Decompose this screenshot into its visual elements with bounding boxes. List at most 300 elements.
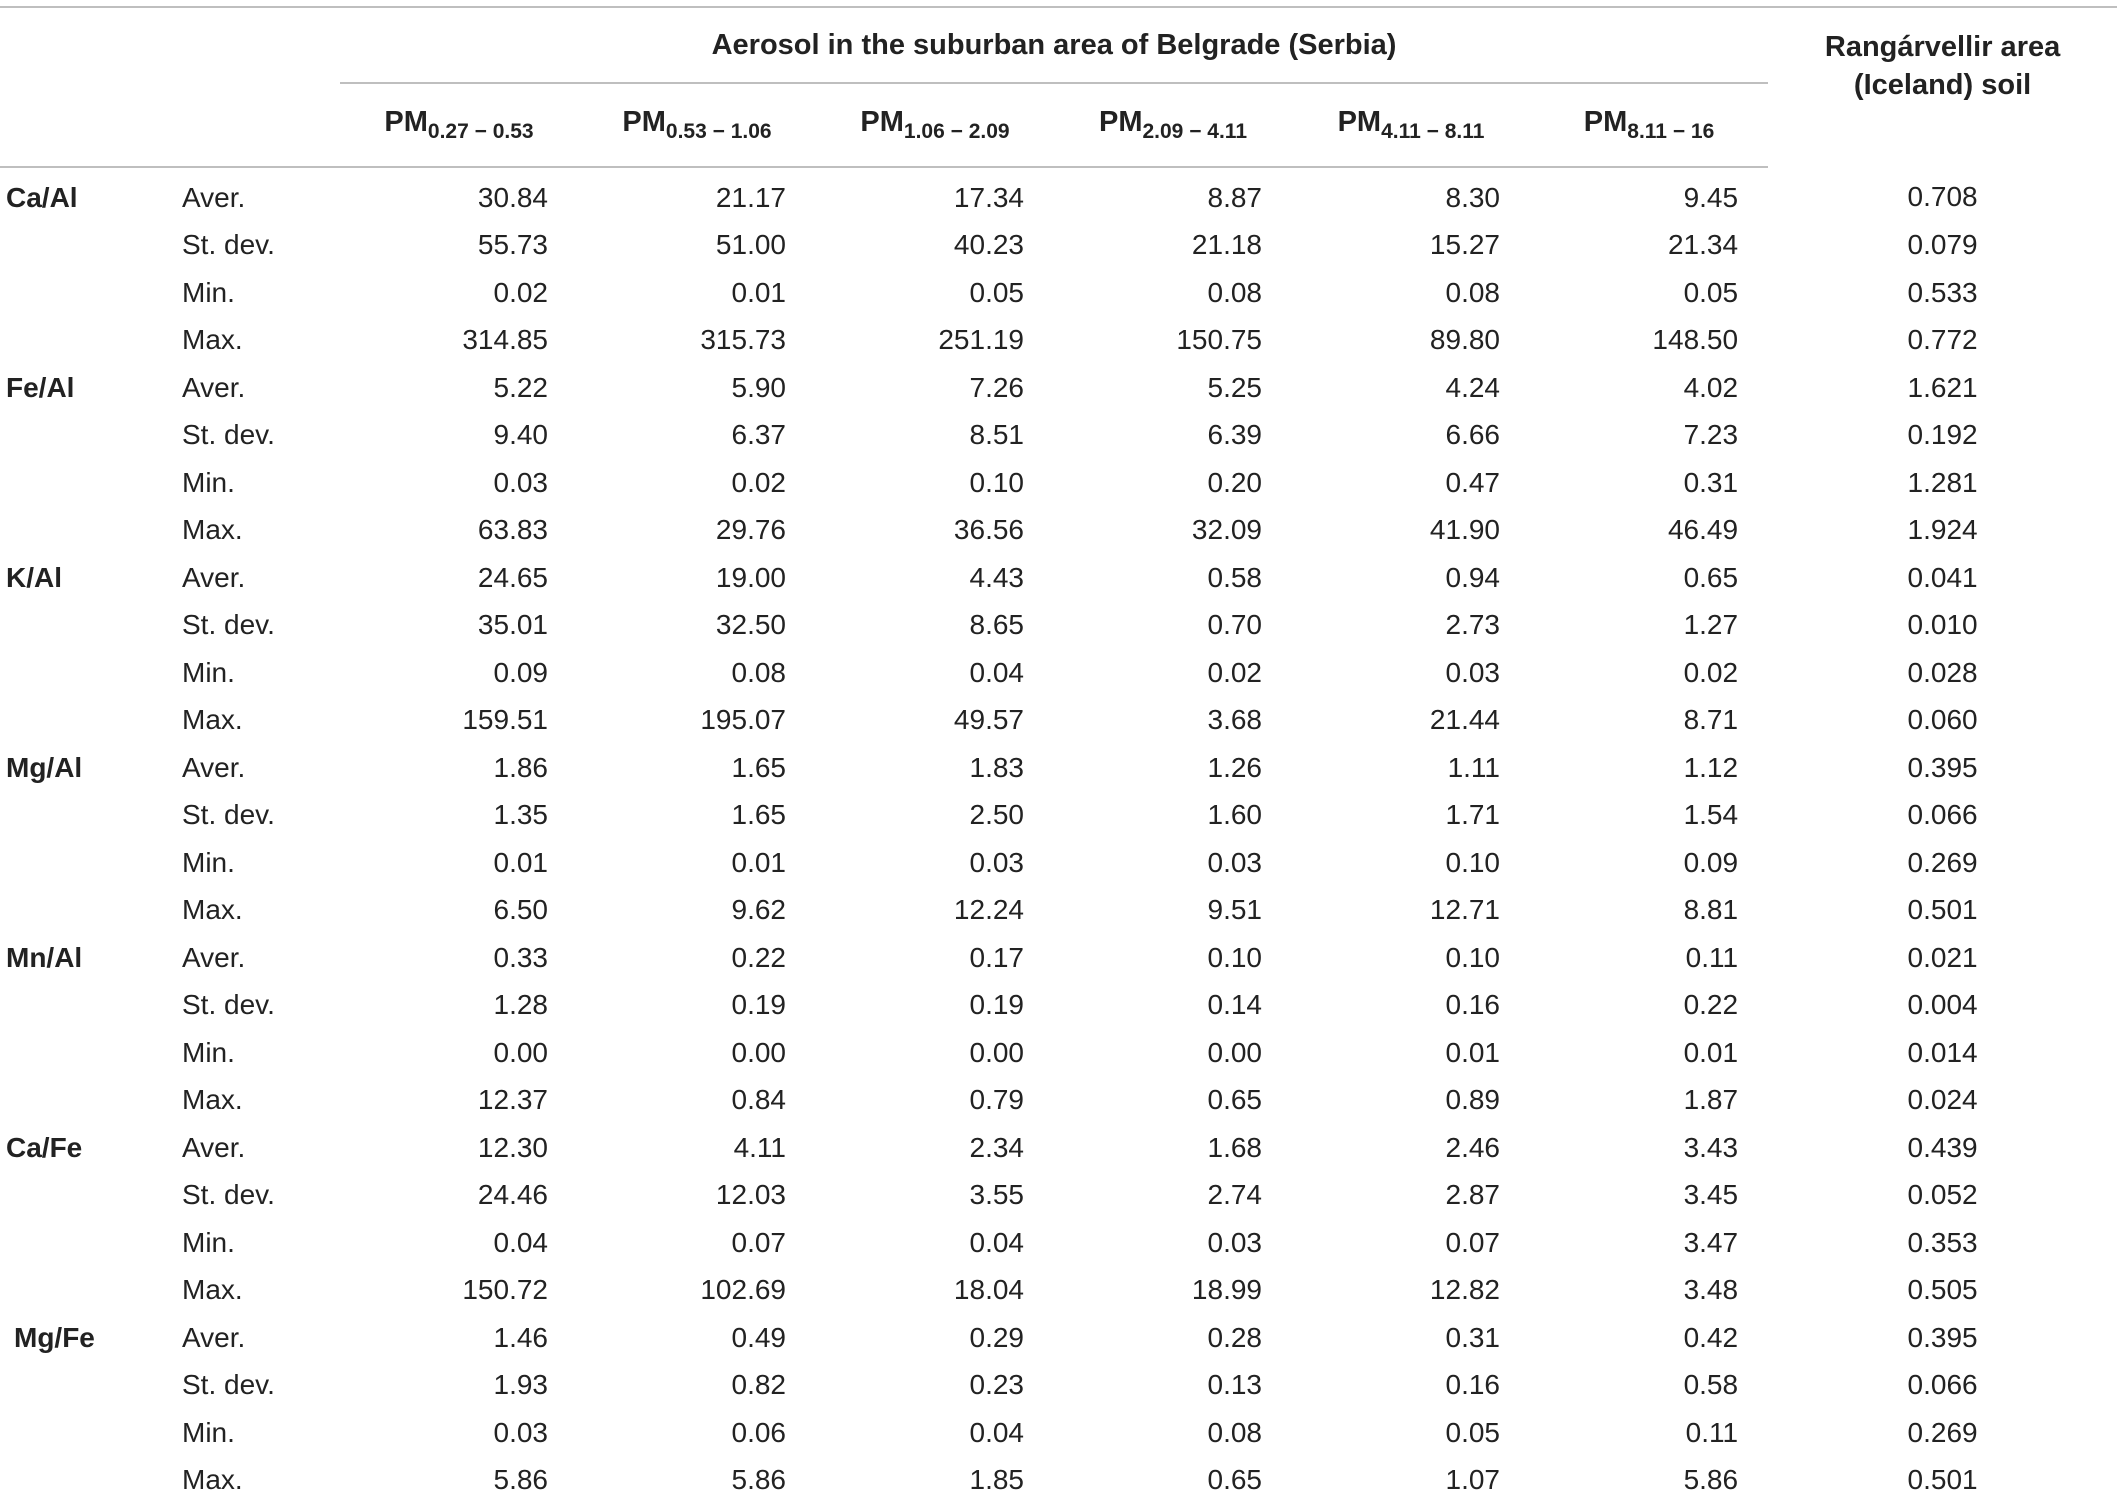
pm-column-label [1338,106,1485,138]
iceland-value-cell: 0.192 [1768,412,2117,460]
value-cell: 0.31 [1530,459,1768,507]
value-cell: 21.18 [1054,222,1292,270]
value-cell: 0.19 [578,982,816,1030]
value-cell: 0.07 [1292,1219,1530,1267]
value-cell: 40.23 [816,222,1054,270]
pm-column-label [1584,106,1715,138]
ratio-label [0,839,170,887]
value-cell: 2.73 [1292,602,1530,650]
table-row [0,1267,2117,1315]
iceland-value-cell: 0.772 [1768,317,2117,365]
ratio-label [0,1077,170,1125]
iceland-value-cell: 0.024 [1768,1077,2117,1125]
value-cell: 1.71 [1292,792,1530,840]
value-cell: 0.04 [340,1219,578,1267]
value-cell: 0.08 [1054,269,1292,317]
value-cell: 8.51 [816,412,1054,460]
stat-label: St. dev. [170,1362,340,1410]
table-row [0,1362,2117,1410]
ratio-label: Mn/Al [0,934,170,982]
iceland-value-cell: 0.041 [1768,554,2117,602]
value-cell: 49.57 [816,697,1054,745]
stat-label: Max. [170,507,340,555]
ratio-label: Mg/Fe [0,1314,170,1362]
ratio-label [0,459,170,507]
value-cell: 0.16 [1292,982,1530,1030]
value-cell: 315.73 [578,317,816,365]
table-row [0,1457,2117,1504]
value-cell: 0.06 [578,1409,816,1457]
pm-range: 0.27 − 0.53 [428,120,534,143]
pm-range: 2.09 − 4.11 [1142,120,1247,143]
iceland-value-cell: 0.079 [1768,222,2117,270]
value-cell: 0.01 [340,839,578,887]
value-cell: 2.87 [1292,1172,1530,1220]
value-cell: 17.34 [816,167,1054,222]
value-cell: 0.11 [1530,934,1768,982]
value-cell: 0.19 [816,982,1054,1030]
value-cell: 9.40 [340,412,578,460]
stat-label: Min. [170,459,340,507]
iceland-value-cell: 1.281 [1768,459,2117,507]
pm-base: PM [384,106,428,138]
value-cell: 15.27 [1292,222,1530,270]
ratio-label [0,1457,170,1504]
ratio-label [0,697,170,745]
value-cell: 7.26 [816,364,1054,412]
pm-base: PM [1584,106,1628,138]
value-cell: 51.00 [578,222,816,270]
iceland-value-cell: 0.004 [1768,982,2117,1030]
value-cell: 159.51 [340,697,578,745]
iceland-value-cell: 0.066 [1768,1362,2117,1410]
table-header [0,7,2117,167]
value-cell: 0.49 [578,1314,816,1362]
value-cell: 3.43 [1530,1124,1768,1172]
value-cell: 32.09 [1054,507,1292,555]
value-cell: 1.93 [340,1362,578,1410]
iceland-value-cell: 0.021 [1768,934,2117,982]
value-cell: 0.04 [816,1409,1054,1457]
value-cell: 0.22 [578,934,816,982]
value-cell: 0.04 [816,649,1054,697]
value-cell: 0.94 [1292,554,1530,602]
value-cell: 2.74 [1054,1172,1292,1220]
value-cell: 4.02 [1530,364,1768,412]
stat-label: Aver. [170,554,340,602]
iceland-header-line1: Rangárvellir area [1825,31,2060,63]
value-cell: 1.85 [816,1457,1054,1504]
ratio-label [0,602,170,650]
value-cell: 0.04 [816,1219,1054,1267]
value-cell: 0.42 [1530,1314,1768,1362]
ratio-label [0,887,170,935]
table-row [0,364,2117,412]
value-cell: 21.44 [1292,697,1530,745]
value-cell: 0.33 [340,934,578,982]
stat-label: Aver. [170,744,340,792]
stat-label: Min. [170,1029,340,1077]
pm-range: 4.11 − 8.11 [1381,120,1484,143]
value-cell: 0.01 [578,839,816,887]
ratio-label [0,1267,170,1315]
value-cell: 89.80 [1292,317,1530,365]
pm-base: PM [1338,106,1382,138]
pm-row-blank-ratio [0,83,170,167]
value-cell: 6.37 [578,412,816,460]
pm-column-label [1099,106,1247,138]
iceland-value-cell: 0.066 [1768,792,2117,840]
value-cell: 5.86 [1530,1457,1768,1504]
value-cell: 5.86 [578,1457,816,1504]
table-row [0,269,2117,317]
value-cell: 1.27 [1530,602,1768,650]
stat-label: Min. [170,649,340,697]
table-row [0,1029,2117,1077]
ratio-label [0,792,170,840]
value-cell: 0.02 [1054,649,1292,697]
value-cell: 12.37 [340,1077,578,1125]
value-cell: 1.60 [1054,792,1292,840]
value-cell: 314.85 [340,317,578,365]
value-cell: 0.47 [1292,459,1530,507]
value-cell: 148.50 [1530,317,1768,365]
value-cell: 1.86 [340,744,578,792]
ratio-label [0,269,170,317]
value-cell: 6.66 [1292,412,1530,460]
iceland-value-cell: 0.269 [1768,839,2117,887]
value-cell: 0.82 [578,1362,816,1410]
ratio-label: Fe/Al [0,364,170,412]
stat-label: St. dev. [170,602,340,650]
value-cell: 55.73 [340,222,578,270]
value-cell: 6.50 [340,887,578,935]
value-cell: 24.65 [340,554,578,602]
header-blank-stat [170,7,340,83]
value-cell: 0.09 [340,649,578,697]
value-cell: 2.34 [816,1124,1054,1172]
value-cell: 0.10 [1292,934,1530,982]
iceland-value-cell: 0.052 [1768,1172,2117,1220]
value-cell: 3.68 [1054,697,1292,745]
header-blank-ratio [0,7,170,83]
value-cell: 1.65 [578,792,816,840]
stat-label: Min. [170,269,340,317]
ratio-label: Ca/Al [0,167,170,222]
value-cell: 2.50 [816,792,1054,840]
table-row [0,459,2117,507]
iceland-value-cell: 0.439 [1768,1124,2117,1172]
table-row [0,792,2117,840]
ratio-label [0,507,170,555]
value-cell: 0.03 [340,1409,578,1457]
table-row [0,697,2117,745]
iceland-value-cell: 0.505 [1768,1267,2117,1315]
stat-label: St. dev. [170,412,340,460]
value-cell: 0.03 [1292,649,1530,697]
value-cell: 0.08 [1292,269,1530,317]
value-cell: 1.11 [1292,744,1530,792]
value-cell: 0.31 [1292,1314,1530,1362]
table-row [0,649,2117,697]
value-cell: 0.03 [816,839,1054,887]
stat-label: Max. [170,1267,340,1315]
ratio-label [0,1172,170,1220]
pm-column-header [816,83,1054,167]
value-cell: 3.55 [816,1172,1054,1220]
iceland-value-cell: 0.533 [1768,269,2117,317]
table-row [0,554,2117,602]
table-row [0,1172,2117,1220]
iceland-value-cell: 0.060 [1768,697,2117,745]
value-cell: 1.46 [340,1314,578,1362]
value-cell: 9.62 [578,887,816,935]
value-cell: 8.30 [1292,167,1530,222]
stat-label: Aver. [170,1314,340,1362]
iceland-value-cell: 0.014 [1768,1029,2117,1077]
ratio-label [0,982,170,1030]
value-cell: 0.17 [816,934,1054,982]
ratio-label [0,412,170,460]
stat-label: Max. [170,317,340,365]
value-cell: 0.10 [1292,839,1530,887]
value-cell: 35.01 [340,602,578,650]
stat-label: Max. [170,697,340,745]
ratio-label [0,222,170,270]
stat-label: St. dev. [170,792,340,840]
value-cell: 5.90 [578,364,816,412]
table-row [0,1219,2117,1267]
stat-label: Max. [170,1077,340,1125]
table-row [0,507,2117,555]
value-cell: 0.09 [1530,839,1768,887]
value-cell: 0.65 [1054,1457,1292,1504]
value-cell: 1.65 [578,744,816,792]
pm-base: PM [860,106,904,138]
pm-base: PM [622,106,666,138]
value-cell: 8.87 [1054,167,1292,222]
value-cell: 6.39 [1054,412,1292,460]
value-cell: 9.45 [1530,167,1768,222]
stat-label: Max. [170,1457,340,1504]
value-cell: 12.03 [578,1172,816,1220]
value-cell: 0.01 [1292,1029,1530,1077]
pm-column-label [860,106,1009,138]
value-cell: 0.01 [1530,1029,1768,1077]
value-cell: 8.81 [1530,887,1768,935]
value-cell: 5.25 [1054,364,1292,412]
value-cell: 12.30 [340,1124,578,1172]
stat-label: Aver. [170,1124,340,1172]
value-cell: 7.23 [1530,412,1768,460]
value-cell: 8.71 [1530,697,1768,745]
value-cell: 0.08 [1054,1409,1292,1457]
stat-label: St. dev. [170,1172,340,1220]
value-cell: 12.82 [1292,1267,1530,1315]
table-row [0,222,2117,270]
value-cell: 32.50 [578,602,816,650]
value-cell: 12.24 [816,887,1054,935]
value-cell: 0.29 [816,1314,1054,1362]
iceland-value-cell: 1.621 [1768,364,2117,412]
table-body [0,167,2117,1504]
value-cell: 1.07 [1292,1457,1530,1504]
value-cell: 0.58 [1530,1362,1768,1410]
pm-column-header [1530,83,1768,167]
iceland-value-cell: 1.924 [1768,507,2117,555]
iceland-value-cell: 0.501 [1768,887,2117,935]
value-cell: 0.08 [578,649,816,697]
value-cell: 46.49 [1530,507,1768,555]
value-cell: 5.86 [340,1457,578,1504]
iceland-header-line2: (Iceland) soil [1854,69,2031,101]
ratio-label [0,317,170,365]
value-cell: 195.07 [578,697,816,745]
pm-range: 0.53 − 1.06 [666,120,772,143]
value-cell: 1.54 [1530,792,1768,840]
value-cell: 0.13 [1054,1362,1292,1410]
value-cell: 0.02 [578,459,816,507]
stat-label: St. dev. [170,982,340,1030]
value-cell: 0.23 [816,1362,1054,1410]
value-cell: 3.48 [1530,1267,1768,1315]
value-cell: 0.02 [1530,649,1768,697]
value-cell: 5.22 [340,364,578,412]
stat-label: Min. [170,1409,340,1457]
value-cell: 30.84 [340,167,578,222]
table-row [0,1314,2117,1362]
value-cell: 4.24 [1292,364,1530,412]
value-cell: 0.20 [1054,459,1292,507]
value-cell: 3.45 [1530,1172,1768,1220]
ratio-label [0,649,170,697]
stat-label: Aver. [170,934,340,982]
table-row [0,1077,2117,1125]
value-cell: 2.46 [1292,1124,1530,1172]
pm-column-header [340,83,578,167]
iceland-value-cell: 0.028 [1768,649,2117,697]
stat-label: St. dev. [170,222,340,270]
table-row [0,602,2117,650]
value-cell: 63.83 [340,507,578,555]
pm-column-header [578,83,816,167]
pm-column-header [1054,83,1292,167]
value-cell: 41.90 [1292,507,1530,555]
pm-range: 8.11 − 16 [1627,120,1714,143]
value-cell: 150.75 [1054,317,1292,365]
table-row [0,167,2117,222]
value-cell: 0.22 [1530,982,1768,1030]
value-cell: 21.34 [1530,222,1768,270]
iceland-value-cell: 0.010 [1768,602,2117,650]
pm-column-label [622,106,771,138]
value-cell: 0.03 [340,459,578,507]
value-cell: 0.65 [1054,1077,1292,1125]
value-cell: 0.11 [1530,1409,1768,1457]
stat-label: Min. [170,1219,340,1267]
table-row [0,934,2117,982]
value-cell: 0.84 [578,1077,816,1125]
value-cell: 21.17 [578,167,816,222]
table-row [0,317,2117,365]
value-cell: 36.56 [816,507,1054,555]
value-cell: 0.03 [1054,839,1292,887]
pm-column-label [384,106,533,138]
value-cell: 0.65 [1530,554,1768,602]
iceland-value-cell: 0.501 [1768,1457,2117,1504]
stat-label: Max. [170,887,340,935]
iceland-value-cell: 0.708 [1768,167,2117,222]
value-cell: 0.05 [1292,1409,1530,1457]
value-cell: 1.26 [1054,744,1292,792]
value-cell: 4.11 [578,1124,816,1172]
stat-label: Min. [170,839,340,887]
value-cell: 1.87 [1530,1077,1768,1125]
value-cell: 9.51 [1054,887,1292,935]
value-cell: 0.10 [1054,934,1292,982]
value-cell: 102.69 [578,1267,816,1315]
value-cell: 0.02 [340,269,578,317]
value-cell: 251.19 [816,317,1054,365]
ratio-label: K/Al [0,554,170,602]
value-cell: 0.00 [1054,1029,1292,1077]
ratio-label [0,1219,170,1267]
pm-row-blank-stat [170,83,340,167]
table-row [0,412,2117,460]
table-row [0,839,2117,887]
value-cell: 1.28 [340,982,578,1030]
value-cell: 18.04 [816,1267,1054,1315]
stat-label: Aver. [170,364,340,412]
value-cell: 29.76 [578,507,816,555]
value-cell: 0.79 [816,1077,1054,1125]
value-cell: 0.00 [816,1029,1054,1077]
ratio-label [0,1409,170,1457]
table-row [0,982,2117,1030]
pm-range: 1.06 − 2.09 [904,120,1010,143]
value-cell: 4.43 [816,554,1054,602]
value-cell: 0.03 [1054,1219,1292,1267]
ratio-label [0,1029,170,1077]
value-cell: 0.10 [816,459,1054,507]
table-row [0,887,2117,935]
table-row [0,1124,2117,1172]
value-cell: 0.89 [1292,1077,1530,1125]
pm-column-header [1292,83,1530,167]
value-cell: 0.05 [816,269,1054,317]
ratio-label [0,1362,170,1410]
value-cell: 0.00 [340,1029,578,1077]
value-cell: 12.71 [1292,887,1530,935]
stat-label: Aver. [170,167,340,222]
value-cell: 0.16 [1292,1362,1530,1410]
value-cell: 0.07 [578,1219,816,1267]
data-table [0,6,2117,1504]
value-cell: 24.46 [340,1172,578,1220]
iceland-header [1768,7,2117,167]
iceland-value-cell: 0.395 [1768,1314,2117,1362]
table-row [0,744,2117,792]
pm-base: PM [1099,106,1143,138]
ratio-label: Ca/Fe [0,1124,170,1172]
value-cell: 1.68 [1054,1124,1292,1172]
iceland-value-cell: 0.353 [1768,1219,2117,1267]
value-cell: 1.35 [340,792,578,840]
value-cell: 1.83 [816,744,1054,792]
value-cell: 1.12 [1530,744,1768,792]
value-cell: 0.58 [1054,554,1292,602]
value-cell: 150.72 [340,1267,578,1315]
